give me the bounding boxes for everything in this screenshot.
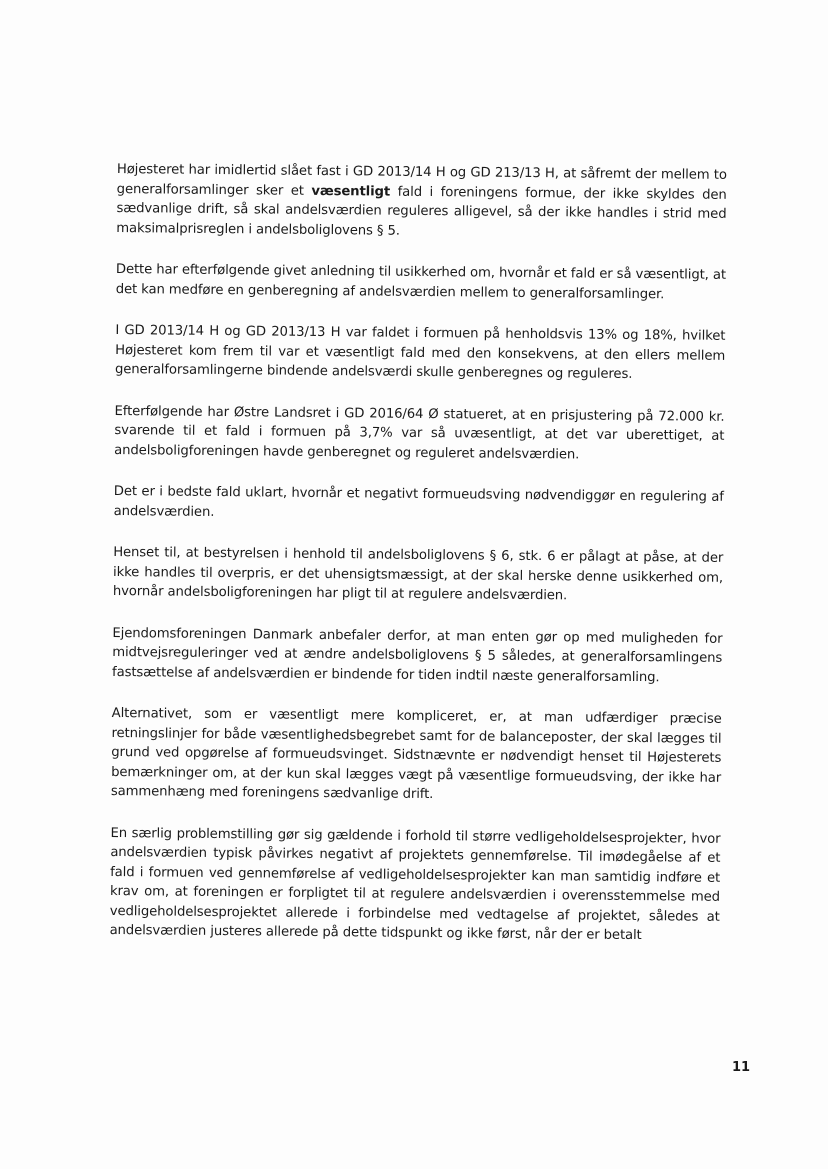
paragraph-1-start: Højesteret har imidlertid slået fast i GD 2013/14 H og GD 213/13 H, at såfremt der mellem to generalforsamlinger sker et xyxy=(116,161,727,199)
emphasis-vaesentligt: væsentligt xyxy=(311,183,391,200)
paragraph-9: En særlig problemstilling gør sig gældende i forhold til større vedligeholdelsesprojekter, hvor andelsværdien typisk påvirkes negativt af projektets gennemførelse. Til imødegåelse af et fald i formuen ved gennemførelse af vedligeholdelsesprojekter kan man samtidig indføre et krav om, at foreningen er forpligtet til at regulere andelsværdien i overensstemmelse med vedligeholdelsesprojektet allerede i forbindelse med vedtagelse af projektet, således at andelsværdien justeres allerede på dette tidspunkt og ikke først, når der er betalt xyxy=(109,825,721,944)
paragraph-8: Alternativet, som er væsentligt mere kompliceret, er, at man udfærdiger præcise retningslinjer for både væsentlighedsbegrebet samt for de balanceposter, der skal lægges til grund ved opgørelse af formueudsvinget. Sidstnævnte er nødvendigt henset til Højesterets bemærkninger om, at der kun skal lægges vægt på væsentlige formueudsving, der ikke har sammenhæng med foreningens sædvanlige drift. xyxy=(110,705,722,803)
document-body xyxy=(109,160,727,968)
paragraph-2: Dette har efterfølgende givet anledning til usikkerhed om, hvornår et fald er så væsentligt, at det kan medføre en genberegning af andelsværdien mellem to generalforsamlinger. xyxy=(115,261,727,302)
paragraph-1-end: fald i foreningens formue, der ikke skyldes den sædvanlige drift, så skal andelsværdien reguleres alligevel, så der ikke handles i strid med maksimalprisreglen i andelsboliglovens § 5. xyxy=(116,184,727,239)
paragraph-7: Ejendomsforeningen Danmark anbefaler derfor, at man enten gør op med muligheden for midtvejsreguleringer ved at ændre andelsboliglovens § 5 således, at generalforsamlingens fastsættelse af andelsværdien er bindende for tiden indtil næste generalforsamling. xyxy=(112,625,723,685)
page-number: 11 xyxy=(732,1060,751,1075)
paragraph-3: I GD 2013/14 H og GD 2013/13 H var faldet i formuen på henholdsvis 13% og 18%, hvilket Højesteret kom frem til var et væsentligt fald med den konsekvens, at den ellers mellem generalforsamlingerne bindende andelsværdi skulle genberegnes og reguleres. xyxy=(114,322,726,382)
paragraph-4: Efterfølgende har Østre Landsret i GD 2016/64 Ø statueret, at en prisjustering på 72.000 kr. svarende til et fald i formuen på 3,7% var så uvæsentligt, at det var uberettiget, at andelsboligforeningen havde genberegnet og reguleret andelsværdien. xyxy=(114,403,725,462)
paragraph-5: Det er i bedste fald uklart, hvornår et negativt formueudsving nødvendiggør en regulering af andelsværdien. xyxy=(113,483,724,520)
paragraph-1 xyxy=(116,160,727,244)
paragraph-6: Henset til, at bestyrelsen i henhold til andelsboliglovens § 6, stk. 6 er pålagt at påse, at der ikke handles til overpris, er det uhensigtsmæssigt, at der skal herske denne usikkerhed om, hvornår andelsboligforeningen har pligt til at regulere andelsværdien. xyxy=(112,544,724,604)
